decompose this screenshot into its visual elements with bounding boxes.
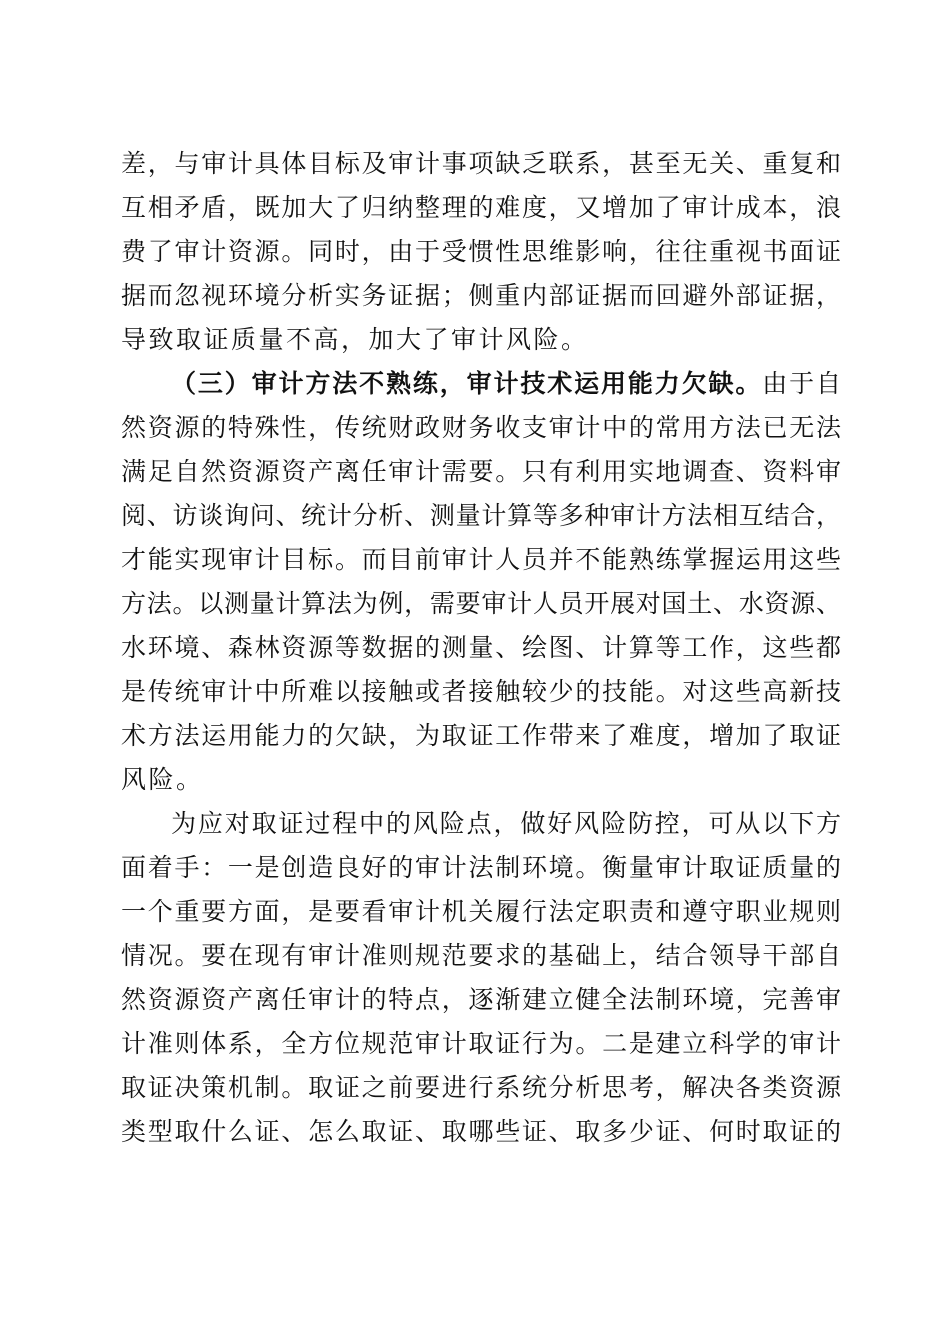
text-line: 导致取证质量不高，加大了审计风险。 xyxy=(121,325,589,354)
text-line: 费了审计资源。同时，由于受惯性思维影响，往往重视书面证 xyxy=(121,237,841,266)
text-line: 才能实现审计目标。而目前审计人员并不能熟练掌握运用这些 xyxy=(121,545,841,574)
paragraph-1 xyxy=(121,142,841,362)
text-line: 一个重要方面，是要看审计机关履行法定职责和遵守职业规则 xyxy=(121,897,841,926)
paragraph-2 xyxy=(121,362,841,802)
text-line: 据而忽视环境分析实务证据；侧重内部证据而回避外部证据， xyxy=(121,281,841,310)
text-line: 水环境、森林资源等数据的测量、绘图、计算等工作，这些都 xyxy=(121,633,841,662)
text-line: 计准则体系，全方位规范审计取证行为。二是建立科学的审计 xyxy=(121,1029,841,1058)
section-heading: （三）审计方法不熟练，审计技术运用能力欠缺。 xyxy=(171,369,763,398)
text-line: 差，与审计具体目标及审计事项缺乏联系，甚至无关、重复和 xyxy=(121,149,841,178)
text-line: 取证决策机制。取证之前要进行系统分析思考，解决各类资源 xyxy=(121,1073,841,1102)
text-line: 类型取什么证、怎么取证、取哪些证、取多少证、何时取证的 xyxy=(121,1117,841,1146)
heading-tail-text: 由于自 xyxy=(762,369,841,398)
text-line: 面着手：一是创造良好的审计法制环境。衡量审计取证质量的 xyxy=(121,853,841,882)
paragraph-3 xyxy=(121,802,841,1154)
text-line: 然资源资产离任审计的特点，逐渐建立健全法制环境，完善审 xyxy=(121,985,841,1014)
text-line: 阅、访谈询问、统计分析、测量计算等多种审计方法相互结合， xyxy=(121,501,841,530)
document-body xyxy=(121,142,841,1154)
text-line: 情况。要在现有审计准则规范要求的基础上，结合领导干部自 xyxy=(121,941,841,970)
text-line: 满足自然资源资产离任审计需要。只有利用实地调查、资料审 xyxy=(121,457,841,486)
text-line-first: 为应对取证过程中的风险点，做好风险防控，可从以下方 xyxy=(171,809,841,838)
text-line: 是传统审计中所难以接触或者接触较少的技能。对这些高新技 xyxy=(121,677,841,706)
text-line: 互相矛盾，既加大了归纳整理的难度，又增加了审计成本，浪 xyxy=(121,193,841,222)
section-heading-line xyxy=(121,362,841,406)
text-line: 然资源的特殊性，传统财政财务收支审计中的常用方法已无法 xyxy=(121,413,841,442)
text-line: 方法。以测量计算法为例，需要审计人员开展对国土、水资源、 xyxy=(121,589,841,618)
text-line: 术方法运用能力的欠缺，为取证工作带来了难度，增加了取证 xyxy=(121,721,841,750)
text-line: 风险。 xyxy=(121,765,204,794)
